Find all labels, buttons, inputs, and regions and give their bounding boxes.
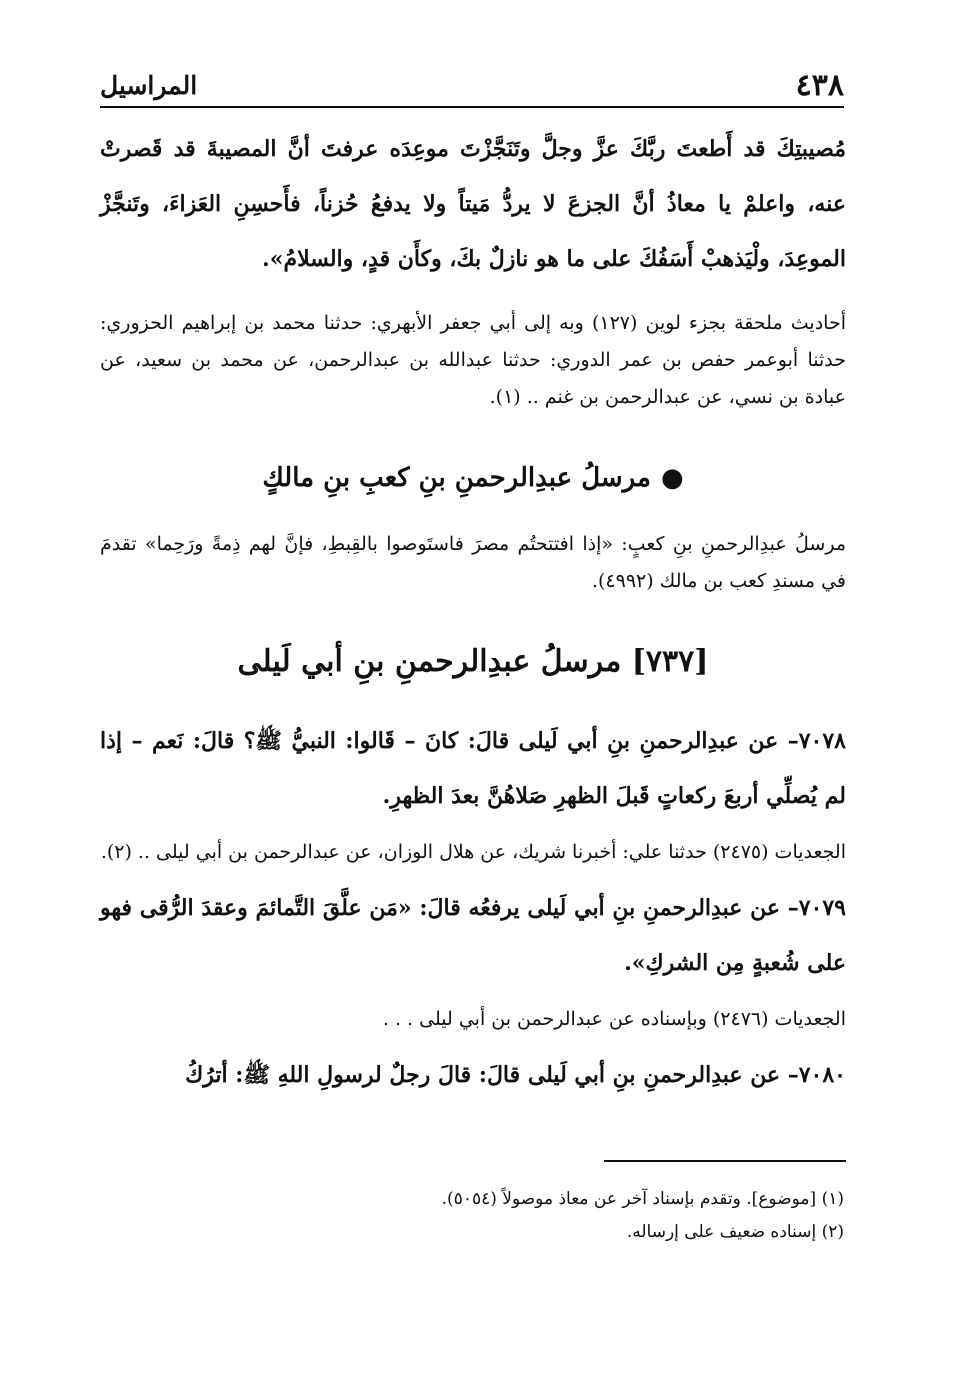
- page-body: [100, 122, 846, 1103]
- hadith-7079: ٧٠٧٩– عن عبدِالرحمنِ بنِ أبي لَيلى يرفعُه قالَ: «مَن علَّقَ التَّمائمَ وعقدَ الرُّقى فهو على شُعبةٍ مِن الشركِ».: [100, 895, 846, 976]
- bullet-icon: ●: [660, 463, 684, 493]
- running-title: المراسيل: [100, 71, 198, 100]
- section-heading-bullet: [100, 458, 846, 498]
- footnote-divider: [604, 1160, 846, 1162]
- page-number: ٤٣٨: [795, 68, 844, 103]
- paragraph-source: أحاديث ملحقة بجزء لوين (١٢٧) وبه إلى أبي جعفر الأبهري: حدثنا محمد بن إبراهيم الحزوري: حدثنا أبوعمر حفص بن عمر الدوري: حدثنا عبدالله بن عبدالرحمن، عن محمد بن سعيد، عن عبادة بن نسي، عن عبدالرحمن بن غنم .. (١).: [100, 312, 846, 408]
- footnote-2: (٢) إسناده ضعيف على إرساله.: [626, 1222, 844, 1242]
- hadith-7078: ٧٠٧٨– عن عبدِالرحمنِ بنِ أبي لَيلى قالَ: كانَ – قَالوا: النبيُّ ﷺ؟ قالَ: نَعم – إذا لم يُصلِّي أربعَ ركعاتٍ قَبلَ الظهرِ صَلاهُنَّ بعدَ الظهرِ.: [100, 728, 846, 809]
- footnotes: [100, 1183, 844, 1249]
- hadith-7080: ٧٠٨٠– عن عبدِالرحمنِ بنِ أبي لَيلى قالَ: قالَ رجلٌ لرسولِ اللهِ ﷺ: أترُكُ: [185, 1062, 846, 1088]
- paragraph-mursal-reference: مرسلُ عبدِالرحمنِ بنِ كعبٍ: «إذا افتتحتُم مصرَ فاستَوصوا بالقِبطِ، فإنَّ لهم ذِمةً ورَحِما» تقدمَ في مسندِ كعب بن مالك (٤٩٩٢).: [100, 533, 846, 592]
- chapter-heading: [٧٣٧] مرسلُ عبدِالرحمنِ بنِ أبي لَيلى: [237, 644, 709, 679]
- source-7079: الجعديات (٢٤٧٦) وبإسناده عن عبدالرحمن بن أبي ليلى . . .: [382, 1008, 846, 1030]
- section-heading-text: مرسلُ عبدِالرحمنِ بنِ كعبِ بنِ مالكٍ: [262, 463, 651, 493]
- page-header: [100, 62, 844, 108]
- paragraph-hadith-continuation: مُصيبتِكَ قد أَطعتَ ربَّكَ عزَّ وجلَّ وتَنَجَّزْتَ موعِدَه عرفتَ أنَّ المصيبةَ قد قَصرتْ عنه، واعلمْ يا معاذُ أنَّ الجزعَ لا يردُّ مَيتاً ولا يدفعُ حُزناً، فأَحسِنِ العَزاءَ، وتَنجَّزْ الموعِدَ، ولْيَذهبْ أَسَفُكَ على ما هو نازلٌ بكَ، وكأَن قدٍ، والسلامُ».: [100, 136, 846, 272]
- footnote-1: (١) [موضوع]. وتقدم بإسناد آخر عن معاذ موصولاً (٥٠٥٤).: [441, 1189, 844, 1209]
- source-7078: الجعديات (٢٤٧٥) حدثنا علي: أخبرنا شريك، عن هلال الوزان، عن عبدالرحمن بن أبي ليلى .. (٢).: [100, 841, 846, 863]
